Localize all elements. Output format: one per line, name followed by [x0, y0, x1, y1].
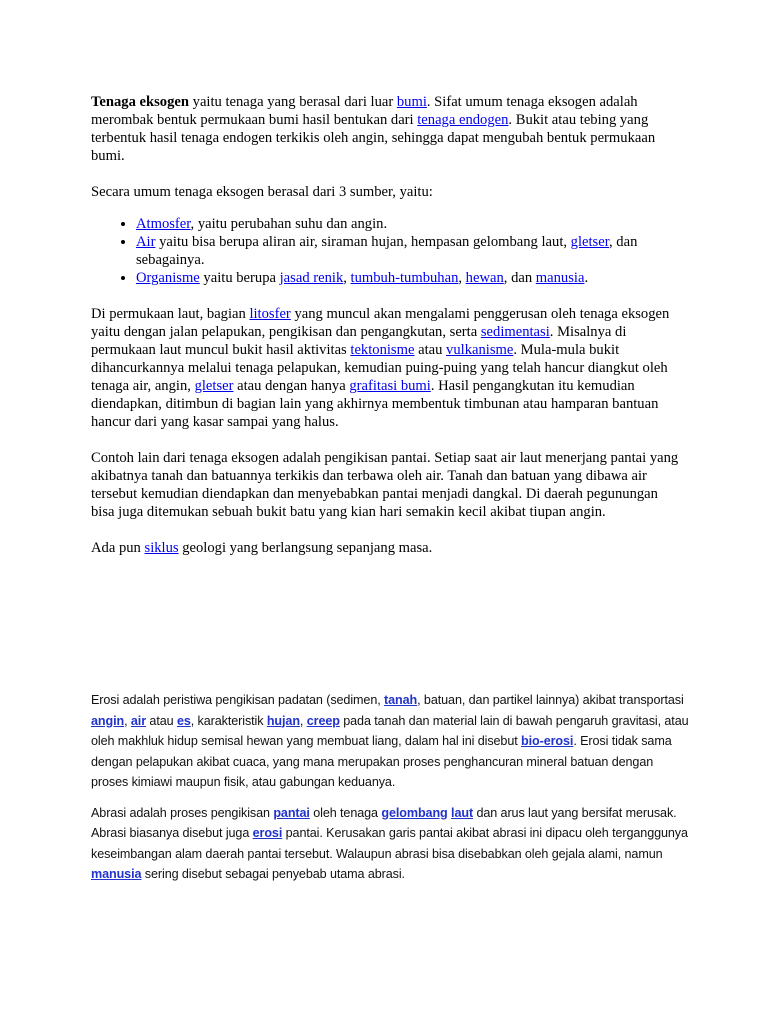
- link-manusia[interactable]: manusia: [535, 270, 585, 286]
- text: . Mula-mula bukit dihancurkannya melalui tenaga pelapukan, kemudian puing-puing yang telah hancur diangkut oleh tenaga air, angin,: [91, 342, 668, 394]
- text: Di permukaan laut, bagian: [91, 306, 250, 322]
- text: , karakteristik: [190, 713, 267, 728]
- link-angin[interactable]: angin: [91, 713, 125, 728]
- sumber-list: [91, 215, 681, 287]
- link-pantai[interactable]: pantai: [273, 805, 310, 820]
- text: atau: [414, 342, 447, 358]
- text: ,: [343, 270, 351, 286]
- text: . Hasil pengangkutan itu kemudian diendapkan, ditimbun di bagian lain yang akhirnya membentuk timbunan atau hamparan bantuan hancur dari yang kasar sampai yang halus.: [91, 378, 659, 430]
- text: .: [584, 270, 589, 286]
- link-atmosfer[interactable]: Atmosfer: [136, 216, 191, 232]
- text: , yaitu perubahan suhu dan angin.: [190, 216, 388, 232]
- list-item: [136, 233, 681, 269]
- text: yaitu bisa berupa aliran air, siraman hujan, hempasan gelombang laut,: [155, 234, 571, 250]
- text: sering disebut sebagai penyebab utama abrasi.: [141, 867, 405, 881]
- text: yaitu berupa: [199, 270, 280, 286]
- paragraph-permukaan-laut: [91, 305, 681, 431]
- text: atau dengan hanya: [233, 378, 350, 394]
- text: Abrasi adalah proses pengikisan: [91, 805, 274, 820]
- link-gletser-2[interactable]: gletser: [194, 378, 234, 394]
- list-item: [136, 215, 681, 233]
- link-gletser[interactable]: gletser: [570, 234, 609, 250]
- link-tektonisme[interactable]: tektonisme: [350, 342, 415, 358]
- link-bio-erosi[interactable]: bio-erosi: [521, 734, 574, 748]
- link-grafitasi-bumi[interactable]: grafitasi bumi: [349, 378, 431, 394]
- link-manusia-abrasi[interactable]: manusia: [91, 867, 142, 881]
- list-item: [136, 269, 681, 287]
- link-tumbuh-tumbuhan[interactable]: tumbuh-tumbuhan: [350, 270, 459, 286]
- text: Erosi adalah peristiwa pengikisan padatan (sedimen,: [91, 693, 385, 707]
- text: , dan: [503, 270, 536, 286]
- text: geologi yang berlangsung sepanjang masa.: [178, 540, 433, 556]
- text: atau: [146, 713, 177, 728]
- text: pada tanah dan material lain di bawah pengaruh gravitasi, atau oleh makhluk hidup semisal hewan yang membuat liang, dalam hal ini disebut: [91, 713, 689, 748]
- link-creep[interactable]: creep: [306, 713, 340, 728]
- paragraph-erosi: [91, 690, 691, 793]
- text: . Misalnya di permukaan laut muncul bukit hasil aktivitas: [91, 324, 627, 358]
- paragraph-tenaga-eksogen: [91, 93, 681, 165]
- link-jasad-renik[interactable]: jasad renik: [279, 270, 344, 286]
- text: , dan sebagainya.: [136, 234, 638, 268]
- link-litosfer[interactable]: litosfer: [249, 306, 291, 322]
- term-tenaga-eksogen: Tenaga eksogen: [91, 94, 189, 110]
- text: pantai. Kerusakan garis pantai akibat abrasi ini dipacu oleh terganggunya keseimbangan alam daerah pantai tersebut. Walaupun abrasi bisa disebabkan oleh gejala alami, namun: [91, 826, 688, 861]
- text: ,: [299, 713, 307, 728]
- article-sans-section: [91, 690, 691, 895]
- text: . Sifat umum tenaga eksogen adalah merombak bentuk permukaan bumi hasil bentukan dari: [91, 94, 638, 128]
- link-vulkanisme[interactable]: vulkanisme: [446, 342, 514, 358]
- text: oleh tenaga: [309, 805, 382, 820]
- article-serif-section: [91, 93, 681, 575]
- link-laut[interactable]: laut: [451, 805, 474, 820]
- link-air-erosi[interactable]: air: [130, 713, 147, 728]
- text: , batuan, dan partikel lainnya) akibat transportasi: [417, 693, 684, 707]
- paragraph-abrasi: [91, 803, 691, 885]
- link-hewan[interactable]: hewan: [465, 270, 504, 286]
- text: yang muncul akan mengalami penggerusan oleh tenaga eksogen yaitu dengan jalan pelapukan, pengikisan dan pengangkutan, serta: [91, 306, 670, 340]
- text: Ada pun: [91, 540, 145, 556]
- paragraph-pengikisan-pantai: Contoh lain dari tenaga eksogen adalah pengikisan pantai. Setiap saat air laut menerjang pantai yang akibatnya tanah dan batuannya terkikis dan terbawa oleh air. Tanah dan batuan yang dibawa air tersebut kemudian diendapkan dan menyebabkan pantai menjadi dangkal. Di daerah pegunungan bisa juga ditemukan sebuah bukit batu yang kian hari semakin kecil akibat tiupan angin.: [91, 450, 679, 520]
- text: ,: [124, 713, 131, 728]
- paragraph-sumber-intro: Secara umum tenaga eksogen berasal dari 3 sumber, yaitu:: [91, 184, 433, 200]
- text: . Bukit atau tebing yang terbentuk hasil tenaga endogen terkikis oleh angin, sehingga dapat mengubah bentuk permukaan bumi.: [91, 112, 656, 164]
- text: . Erosi tidak sama dengan pelapukan akibat cuaca, yang mana merupakan proses penghancuran mineral batuan dengan proses kimiawi maupun fisik, atau gabungan keduanya.: [91, 734, 672, 789]
- link-es[interactable]: es: [176, 713, 191, 728]
- paragraph-siklus: [91, 539, 681, 557]
- link-gelombang[interactable]: gelombang: [381, 805, 448, 820]
- link-air[interactable]: Air: [136, 234, 156, 250]
- link-siklus[interactable]: siklus: [144, 540, 179, 556]
- link-bumi[interactable]: bumi: [396, 94, 427, 110]
- link-erosi[interactable]: erosi: [252, 826, 283, 840]
- text: yaitu tenaga yang berasal dari luar: [189, 94, 397, 110]
- link-organisme[interactable]: Organisme: [136, 270, 200, 286]
- link-hujan[interactable]: hujan: [266, 713, 300, 728]
- link-tanah[interactable]: tanah: [384, 693, 418, 707]
- text: dan arus laut yang bersifat merusak. Abrasi biasanya disebut juga: [91, 805, 677, 840]
- text: ,: [458, 270, 466, 286]
- link-sedimentasi[interactable]: sedimentasi: [480, 324, 550, 340]
- link-tenaga-endogen[interactable]: tenaga endogen: [417, 112, 509, 128]
